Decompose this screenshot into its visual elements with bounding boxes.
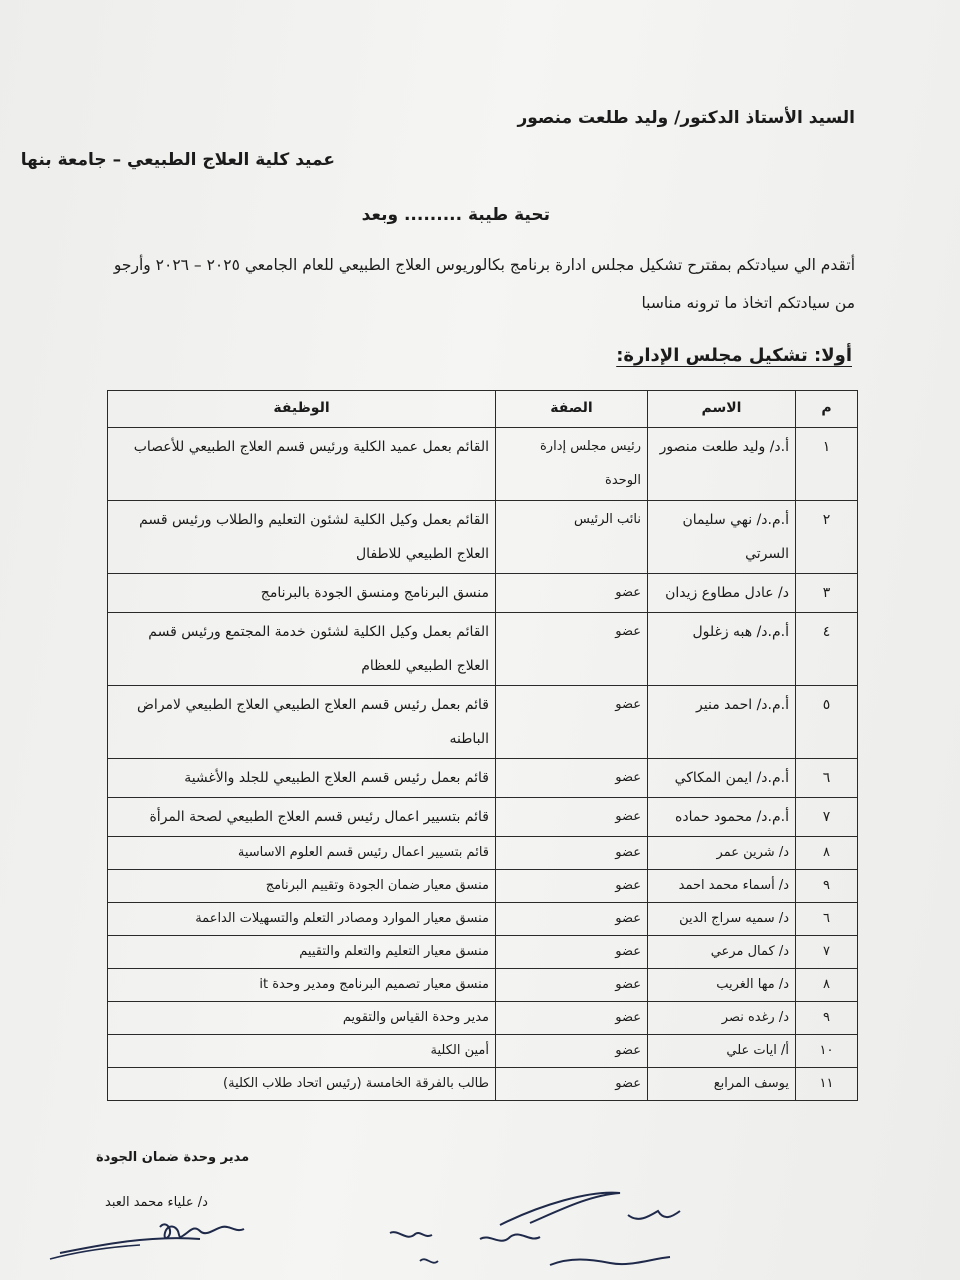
row-job: أمين الكلية <box>108 1035 496 1068</box>
row-num: ٧ <box>796 798 858 837</box>
table-row <box>108 501 858 574</box>
table-row <box>108 1035 858 1068</box>
row-name: أ.م.د/ احمد منير <box>648 686 796 759</box>
row-job: قائم بعمل رئيس قسم العلاج الطبيعي العلاج الطبيعي لامراض الباطنه <box>108 686 496 759</box>
row-num: ٨ <box>796 837 858 870</box>
addressee: السيد الأستاذ الدكتور/ وليد طلعت منصور <box>517 108 855 128</box>
row-job: قائم بعمل رئيس قسم العلاج الطبيعي للجلد والأغشية <box>108 759 496 798</box>
row-role: عضو <box>496 903 648 936</box>
section-heading: أولا: تشكيل مجلس الإدارة: <box>616 345 852 366</box>
row-name: أ/ ايات علي <box>648 1035 796 1068</box>
row-job: القائم بعمل وكيل الكلية لشئون التعليم والطلاب ورئيس قسم العلاج الطبيعي للاطفال <box>108 501 496 574</box>
row-name: يوسف المرابع <box>648 1068 796 1101</box>
row-name: د/ عادل مطاوع زيدان <box>648 574 796 613</box>
row-name: د/ كمال مرعي <box>648 936 796 969</box>
header-name: الاسم <box>648 391 796 428</box>
row-name: أ.م.د/ محمود حماده <box>648 798 796 837</box>
table-row <box>108 428 858 501</box>
row-role: عضو <box>496 969 648 1002</box>
row-job: منسق معيار ضمان الجودة وتقييم البرنامج <box>108 870 496 903</box>
row-role: نائب الرئيس <box>496 501 648 574</box>
row-role: رئيس مجلس إدارة الوحدة <box>496 428 648 501</box>
row-num: ٩ <box>796 870 858 903</box>
table-row <box>108 574 858 613</box>
row-role: عضو <box>496 686 648 759</box>
table-row <box>108 686 858 759</box>
table-row <box>108 613 858 686</box>
table-row <box>108 1002 858 1035</box>
body-line-1: أتقدم الي سيادتكم بمقترح تشكيل مجلس ادارة برنامج بكالوريوس العلاج الطبيعي للعام الجامعي ٢٠٢٥ – ٢٠٢٦ وأرجو <box>113 256 855 274</box>
board-table <box>107 390 858 1101</box>
row-num: ٨ <box>796 969 858 1002</box>
row-role: عضو <box>496 1035 648 1068</box>
signature-name: د/ علياء محمد العبد <box>105 1195 208 1210</box>
row-job: منسق معيار التعليم والتعلم والتقييم <box>108 936 496 969</box>
row-num: ٩ <box>796 1002 858 1035</box>
row-role: عضو <box>496 870 648 903</box>
table-body <box>108 428 858 1101</box>
row-job: القائم بعمل عميد الكلية ورئيس قسم العلاج الطبيعي للأعصاب <box>108 428 496 501</box>
table-row <box>108 759 858 798</box>
row-job: منسق معيار الموارد ومصادر التعلم والتسهيلات الداعمة <box>108 903 496 936</box>
table-row <box>108 1068 858 1101</box>
table-row <box>108 936 858 969</box>
dean-signature <box>360 1165 690 1280</box>
row-role: عضو <box>496 837 648 870</box>
row-name: أ.د/ وليد طلعت منصور <box>648 428 796 501</box>
header-job: الوظيفة <box>108 391 496 428</box>
row-role: عضو <box>496 1068 648 1101</box>
row-name: د/ مها الغريب <box>648 969 796 1002</box>
table-row <box>108 837 858 870</box>
row-role: عضو <box>496 613 648 686</box>
signature-title: مدير وحدة ضمان الجودة <box>96 1150 250 1165</box>
row-name: أ.م.د/ ايمن المكاكي <box>648 759 796 798</box>
header-num: م <box>796 391 858 428</box>
row-num: ١ <box>796 428 858 501</box>
row-num: ٤ <box>796 613 858 686</box>
header-role: الصفة <box>496 391 648 428</box>
row-name: د/ سميه سراج الدين <box>648 903 796 936</box>
row-role: عضو <box>496 574 648 613</box>
row-job: مدير وحدة القياس والتقويم <box>108 1002 496 1035</box>
row-num: ١٠ <box>796 1035 858 1068</box>
row-role: عضو <box>496 798 648 837</box>
row-job: طالب بالفرقة الخامسة (رئيس اتحاد طلاب الكلية) <box>108 1068 496 1101</box>
row-role: عضو <box>496 1002 648 1035</box>
greeting: تحية طيبة ......... وبعد <box>361 205 550 225</box>
row-job: القائم بعمل وكيل الكلية لشئون خدمة المجتمع ورئيس قسم العلاج الطبيعي للعظام <box>108 613 496 686</box>
table-row <box>108 870 858 903</box>
row-name: أ.م.د/ هبه زغلول <box>648 613 796 686</box>
row-job: قائم بتسيير اعمال رئيس قسم العلاج الطبيعي لصحة المرأة <box>108 798 496 837</box>
addressee-title: عميد كلية العلاج الطبيعي – جامعة بنها <box>20 150 335 170</box>
row-num: ٢ <box>796 501 858 574</box>
table-row <box>108 969 858 1002</box>
body-line-2: من سيادتكم اتخاذ ما ترونه مناسبا <box>641 294 855 312</box>
row-name: أ.م.د/ نهي سليمان السرتي <box>648 501 796 574</box>
row-num: ٥ <box>796 686 858 759</box>
row-job: منسق البرنامج ومنسق الجودة بالبرنامج <box>108 574 496 613</box>
row-num: ٦ <box>796 903 858 936</box>
table-header-row <box>108 391 858 428</box>
row-job: قائم بتسيير اعمال رئيس قسم العلوم الاساسية <box>108 837 496 870</box>
row-num: ١١ <box>796 1068 858 1101</box>
row-name: د/ شرين عمر <box>648 837 796 870</box>
table-row <box>108 798 858 837</box>
table-row <box>108 903 858 936</box>
row-name: د/ أسماء محمد احمد <box>648 870 796 903</box>
row-num: ٣ <box>796 574 858 613</box>
row-num: ٧ <box>796 936 858 969</box>
quality-director-signature <box>40 1205 280 1275</box>
row-role: عضو <box>496 936 648 969</box>
row-role: عضو <box>496 759 648 798</box>
row-num: ٦ <box>796 759 858 798</box>
row-name: د/ رغده نصر <box>648 1002 796 1035</box>
row-job: منسق معيار تصميم البرنامج ومدير وحدة it <box>108 969 496 1002</box>
